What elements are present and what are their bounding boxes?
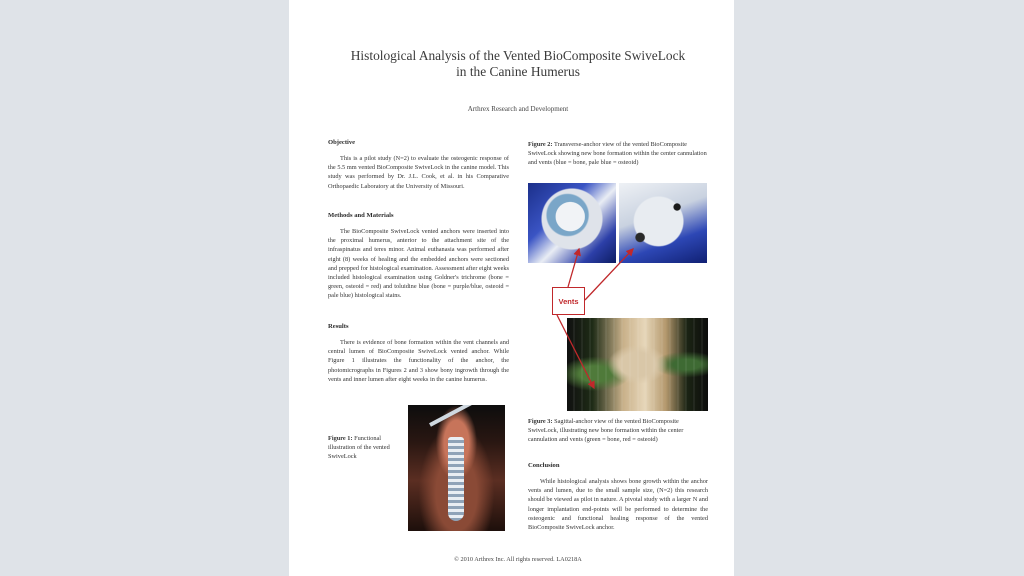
figure-1-caption-text: Functional illustration of the vented SwiveLock: [328, 435, 390, 460]
results-section: [328, 323, 509, 384]
results-heading: Results: [328, 323, 349, 330]
title-line-2: in the Canine Humerus: [456, 64, 580, 79]
figure-2-label: Figure 2:: [528, 141, 553, 148]
objective-section: [328, 139, 509, 191]
organization: Arthrex Research and Development: [467, 105, 569, 113]
figure-2-caption-text: Transverse-anchor view of the vented BioComposite SwiveLock showing new bone formation within the center cannulation and vents (blue = bone, pale blue = osteoid): [528, 141, 707, 166]
methods-section: [328, 212, 509, 301]
figure-2-photo-right: [619, 183, 707, 263]
methods-text: The BioComposite SwiveLock vented anchors were inserted into the proximal humerus, anterior to the attachment site of the infraspinatus and teres minor. Animal euthanasia was performed after eight (8) weeks of healing and the embedded anchors were sectioned and prepped for histological examination. Assessment after eight weeks included histological examination using Goldner's trichrome (bone = green, osteoid = red) and toluidine blue (bone = purple/blue, osteoid = pale blue) histological stains.: [328, 228, 509, 300]
figure-2-caption: [528, 140, 708, 167]
conclusion-text: While histological analysis shows bone growth within the anchor vents and lumen, due to the small sample size, (N=2) this research should be viewed as pilot in nature. A pivotal study with a larger N and longer implantation end-points will be performed to determine the osteogenic and functional healing response of the vented BioComposite SwiveLock anchor.: [528, 478, 708, 532]
title-line-1: Histological Analysis of the Vented BioComposite SwiveLock: [350, 48, 686, 63]
objective-heading: Objective: [328, 139, 356, 146]
figure-1-caption: [328, 434, 404, 461]
results-text: There is evidence of bone formation within the vent channels and central lumen of BioComposite SwiveLock vented anchor. While Figure 1 illustrates the functionality of the anchor, the photomicrographs in Figures 2 and 3 show bony ingrowth through the vents and inner lumen after eight weeks in the canine humerus.: [328, 339, 509, 383]
figure-3-label: Figure 3:: [528, 418, 553, 425]
anchor-screw: [448, 437, 464, 521]
anchor-suture: [429, 405, 484, 427]
figure-3-caption: [528, 417, 708, 444]
document-page: [289, 0, 734, 576]
figure-1-label: Figure 1:: [328, 435, 353, 442]
vents-annotation-box: Vents: [552, 287, 585, 315]
figure-3-photo: [567, 318, 708, 411]
methods-heading: Methods and Materials: [328, 212, 394, 219]
figure-3-caption-text: Sagittal-anchor view of the vented BioComposite SwiveLock, illustrating new bone formation within the center cannulation and vents (green = bone, red = osteoid): [528, 418, 684, 443]
document-title: [289, 48, 747, 80]
objective-text: This is a pilot study (N=2) to evaluate the osteogenic response of the 5.5 mm vented BioComposite SwiveLock in the canine model. This study was performed by Dr. J.L. Cook, et al. in his Comparative Orthopaedic Laboratory at the University of Missouri.: [328, 155, 509, 190]
figure-1-illustration: [408, 405, 505, 531]
conclusion-heading: Conclusion: [528, 462, 560, 469]
figure-2-photo-left: [528, 183, 616, 263]
copyright-footer: © 2010 Arthrex Inc. All rights reserved. LA0218A: [454, 556, 582, 563]
conclusion-section: [528, 462, 708, 532]
